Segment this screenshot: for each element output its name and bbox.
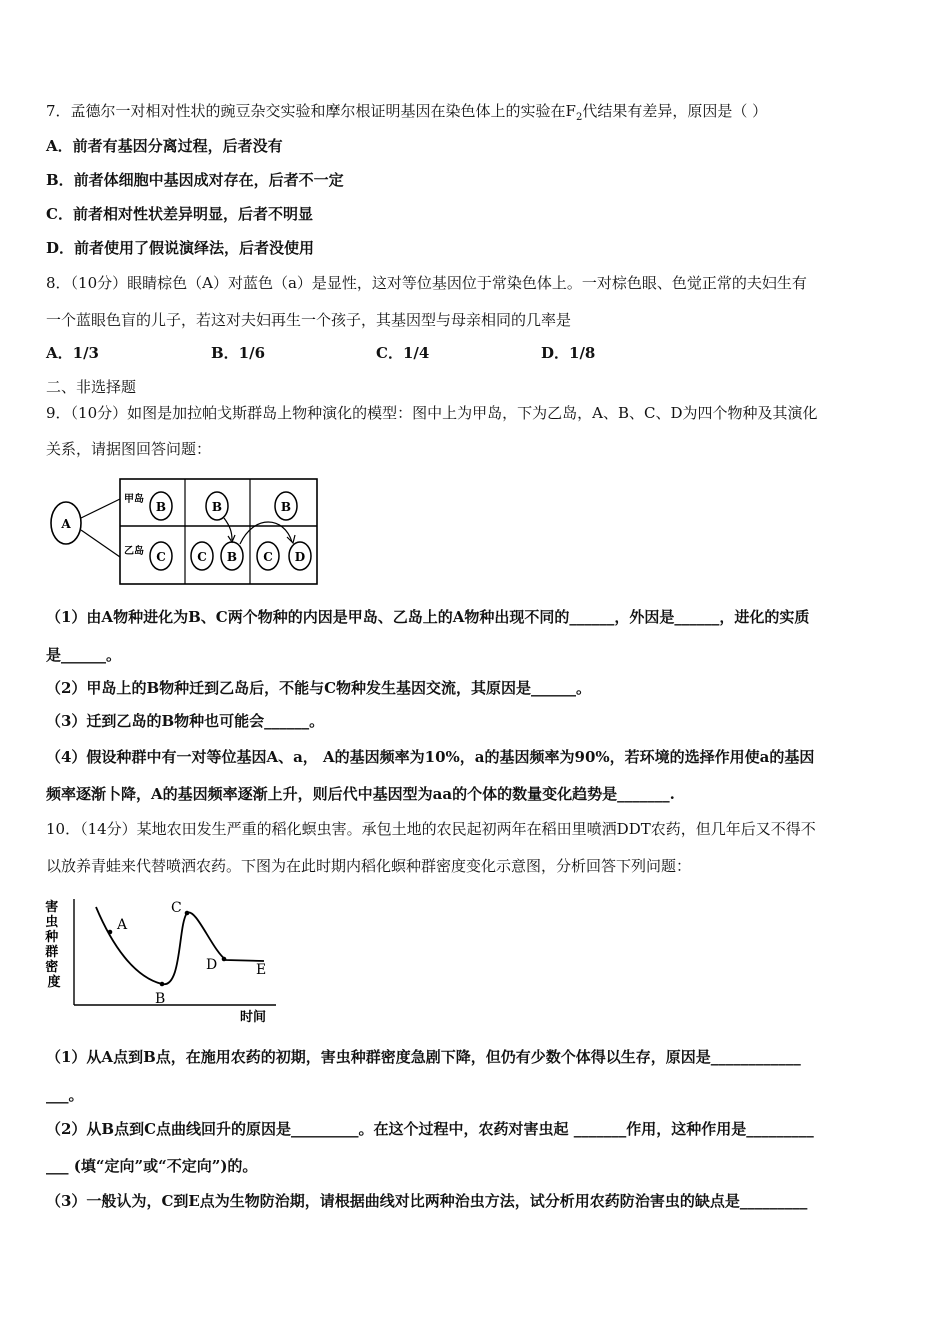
branch-to-bottom xyxy=(81,530,120,557)
q9-sub3: （3）迁到乙岛的B物种也可能会______。 xyxy=(46,712,325,730)
species-label: B xyxy=(155,500,167,514)
q7-option-c: C．前者相对性状差异明显，后者不明显 xyxy=(46,205,313,223)
species-label: C xyxy=(197,550,207,564)
island-top-label xyxy=(124,492,144,505)
q8-option-d: D．1/8 xyxy=(541,344,596,362)
y-label-char: 虫 xyxy=(45,915,59,930)
y-label-char: 群 xyxy=(45,945,59,960)
q8-option-a: A．1/3 xyxy=(46,344,99,362)
island-bottom-label xyxy=(124,544,144,557)
point-label-b: B xyxy=(155,991,166,1007)
species-label: B xyxy=(211,500,223,514)
q9-stem-line1: 9．（10分）如图是加拉帕戈斯群岛上物种演化的模型：图中上为甲岛，下为乙岛，A、B、C、D为四个物种及其演化 xyxy=(46,404,818,422)
ancestor-label: A xyxy=(61,517,71,531)
point-c xyxy=(185,911,190,916)
x-axis-label: 时间 xyxy=(240,1010,267,1025)
q10-sub3: （3）一般认为，C到E点为生物防治期，请根据曲线对比两种治虫方法，试分析用农药防治害虫的缺点是_________ xyxy=(46,1192,808,1210)
y-label-char: 度 xyxy=(47,975,61,990)
species-label: C xyxy=(263,550,273,564)
speciation-diagram xyxy=(44,474,324,589)
q9-sub4-line2: 频率逐渐卜降，A的基因频率逐渐上升，则后代中基因型为aa的个体的数量变化趋势是_______. xyxy=(46,785,675,803)
q9-sub2: （2）甲岛上的B物种迁到乙岛后，不能与C物种发生基因交流，其原因是______。 xyxy=(46,679,592,697)
island-bottom-name: 乙岛 xyxy=(124,546,144,557)
island-top-name: 甲岛 xyxy=(124,494,144,505)
q8-stem-line1: 8．（10分）眼睛棕色（A）对蓝色（a）是显性，这对等位基因位于常染色体上。一对棕色眼、色觉正常的夫妇生有 xyxy=(46,274,807,292)
species-label: B xyxy=(226,550,238,564)
q8-options xyxy=(46,343,746,363)
y-label-char: 密 xyxy=(45,960,59,975)
q10-stem-line2: 以放养青蛙来代替喷洒农药。下图为在此时期内稻化螟种群密度变化示意图，分析回答下列问题： xyxy=(46,857,692,875)
q10-stem-line1 xyxy=(46,819,816,839)
q7-option-a: A．前者有基因分离过程，后者没有 xyxy=(46,137,283,155)
q10-sub1-line2: ___。 xyxy=(46,1086,84,1104)
q7-option-d: D．前者使用了假说演绎法，后者没使用 xyxy=(46,239,315,257)
point-d xyxy=(222,957,227,962)
q10-sub2-line2: ___ (填“定向”或“不定向”)的。 xyxy=(46,1157,258,1175)
section-title: 二、非选择题 xyxy=(46,378,137,396)
q7-option-b: B．前者体细胞中基因成对存在，后者不一定 xyxy=(46,171,344,189)
point-label-d: D xyxy=(206,957,218,973)
evolution-arrow xyxy=(240,522,292,544)
q10-sub2-line1: （2）从B点到C点曲线回升的原因是_________。在这个过程中，农药对害虫起 _______作用，这种作用是_________ xyxy=(46,1120,814,1138)
q8-option-b: B．1/6 xyxy=(211,344,266,362)
y-label-char: 种 xyxy=(45,930,59,945)
q10-sub1-line1: （1）从A点到B点，在施用农药的初期，害虫种群密度急剧下降，但仍有少数个体得以生存，原因是____________ xyxy=(46,1048,801,1066)
y-label-char: 害 xyxy=(45,900,59,915)
branch-to-top xyxy=(81,499,120,518)
point-label-a: A xyxy=(117,917,128,933)
point-a xyxy=(108,930,113,935)
point-label-e: E xyxy=(256,962,267,978)
y-axis-label xyxy=(44,899,63,990)
pest-density-chart xyxy=(44,895,284,1030)
species-label: B xyxy=(280,500,292,514)
q10-stem-line1-text: 10．（14分）某地农田发生严重的稻化螟虫害。承包土地的农民起初两年在稻田里喷洒DDT农药，但几年后又不得不 xyxy=(46,820,816,838)
q9-sub1-line1: （1）由A物种进化为B、C两个物种的内因是甲岛、乙岛上的A物种出现不同的______，外因是______，进化的实质 xyxy=(46,608,810,626)
q9-stem-line2: 关系，请据图回答问题： xyxy=(46,440,212,458)
q9-sub4-line1: （4）假设种群中有一对等位基因A、a， A的基因频率为10%，a的基因频率为90%，若环境的选择作用使a的基因 xyxy=(46,748,815,766)
point-label-c: C xyxy=(171,900,182,916)
q9-sub1-line2: 是______。 xyxy=(46,646,122,664)
species-label: D xyxy=(294,550,306,564)
q8-stem-line2: 一个蓝眼色盲的儿子，若这对夫妇再生一个孩子，其基因型与母亲相同的几率是 xyxy=(46,311,572,329)
q7-stem: 7．孟德尔一对相对性状的豌豆杂交实验和摩尔根证明基因在染色体上的实验在$F_2$代结果有差异，原因是（ ） xyxy=(46,102,768,123)
q8-option-c: C．1/4 xyxy=(376,344,430,362)
point-b xyxy=(160,982,165,987)
species-label: C xyxy=(156,550,166,564)
